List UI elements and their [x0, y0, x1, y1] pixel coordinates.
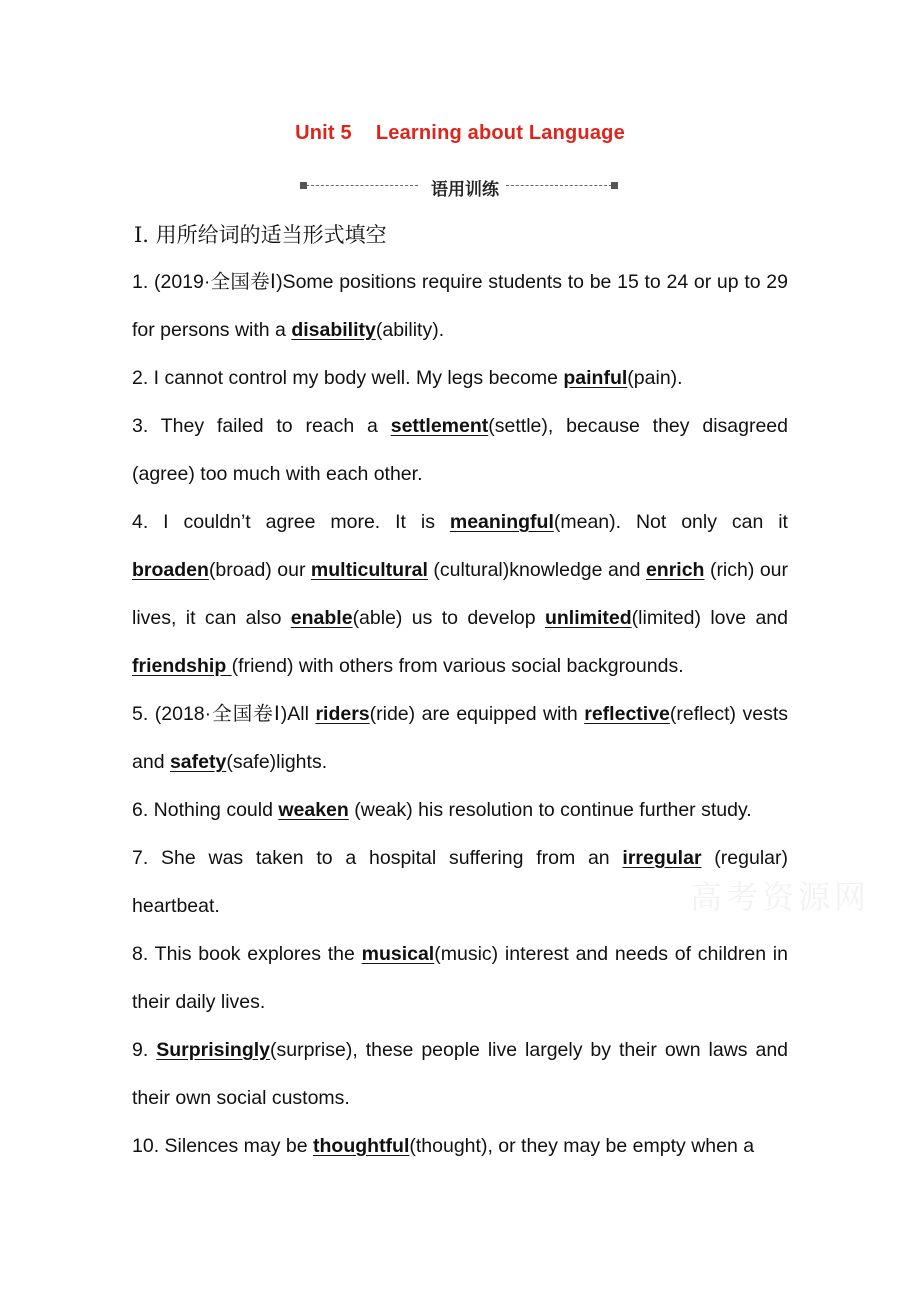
answer: disability: [291, 319, 376, 341]
watermark: 高考资源网: [690, 878, 871, 916]
exercise-item-2: 2. I cannot control my body well. My legs become painful(pain).: [132, 367, 683, 389]
answer: meaningful: [449, 511, 554, 533]
exercise-item-3: 3. They failed to reach a settlement(settle), because they disagreed (agree) too much with each other.: [132, 415, 788, 485]
answer: unlimited: [544, 607, 632, 629]
exercise-item-9: 9. Surprisingly(surprise), these people live largely by their own laws and their own social customs.: [132, 1039, 789, 1109]
answer: thoughtful: [313, 1135, 410, 1157]
answer: multicultural: [310, 559, 428, 581]
answer: friendship: [132, 655, 232, 677]
section-divider: [300, 175, 618, 200]
exercise-item-7: 7. She was taken to a hospital suffering from an irregular (regular) heartbeat.: [132, 847, 788, 917]
answer: enrich: [645, 559, 705, 581]
divider-label: 语用训练: [431, 180, 499, 200]
answer: riders: [315, 703, 370, 725]
answer: weaken: [278, 799, 349, 821]
divider-square-right-icon: [611, 182, 618, 189]
answer: enable: [290, 607, 353, 629]
exercise-list: [132, 258, 788, 1170]
exercise-item-4: 4. I couldn’t agree more. It is meaningful(mean). Not only can it broaden(broad) our multicultural (cultural)knowledge and enrich (rich) our lives, it can also enable(able) us to develop unlimited(limited) love and friendship (friend) with others from various social backgrounds.: [132, 511, 789, 677]
answer: painful: [563, 367, 628, 389]
exercise-item-10: 10. Silences may be thoughtful(thought), or they may be empty when a: [132, 1135, 755, 1157]
exercise-item-6: 6. Nothing could weaken (weak) his resolution to continue further study.: [132, 799, 752, 821]
document-title: [0, 122, 920, 145]
answer: Surprisingly: [156, 1039, 270, 1061]
exercise-item-5: 5. (2018·全国卷Ⅰ)All riders(ride) are equipped with reflective(reflect) vests and safety(safe)lights.: [132, 703, 788, 773]
exercise-item-1: 1. (2019·全国卷Ⅰ)Some positions require students to be 15 to 24 or up to 29 for persons with a disability(ability).: [132, 271, 788, 341]
answer: safety: [169, 751, 227, 773]
answer: broaden: [132, 559, 209, 581]
answer: reflective: [584, 703, 670, 725]
section-heading: Ⅰ. 用所给词的适当形式填空: [134, 223, 387, 247]
answer: irregular: [622, 847, 702, 869]
unit-number: Unit 5: [295, 122, 352, 144]
exercise-item-8: 8. This book explores the musical(music) interest and needs of children in their daily lives.: [132, 943, 788, 1013]
answer: musical: [361, 943, 435, 965]
unit-topic: Learning about Language: [375, 122, 625, 144]
answer: settlement: [390, 415, 489, 437]
